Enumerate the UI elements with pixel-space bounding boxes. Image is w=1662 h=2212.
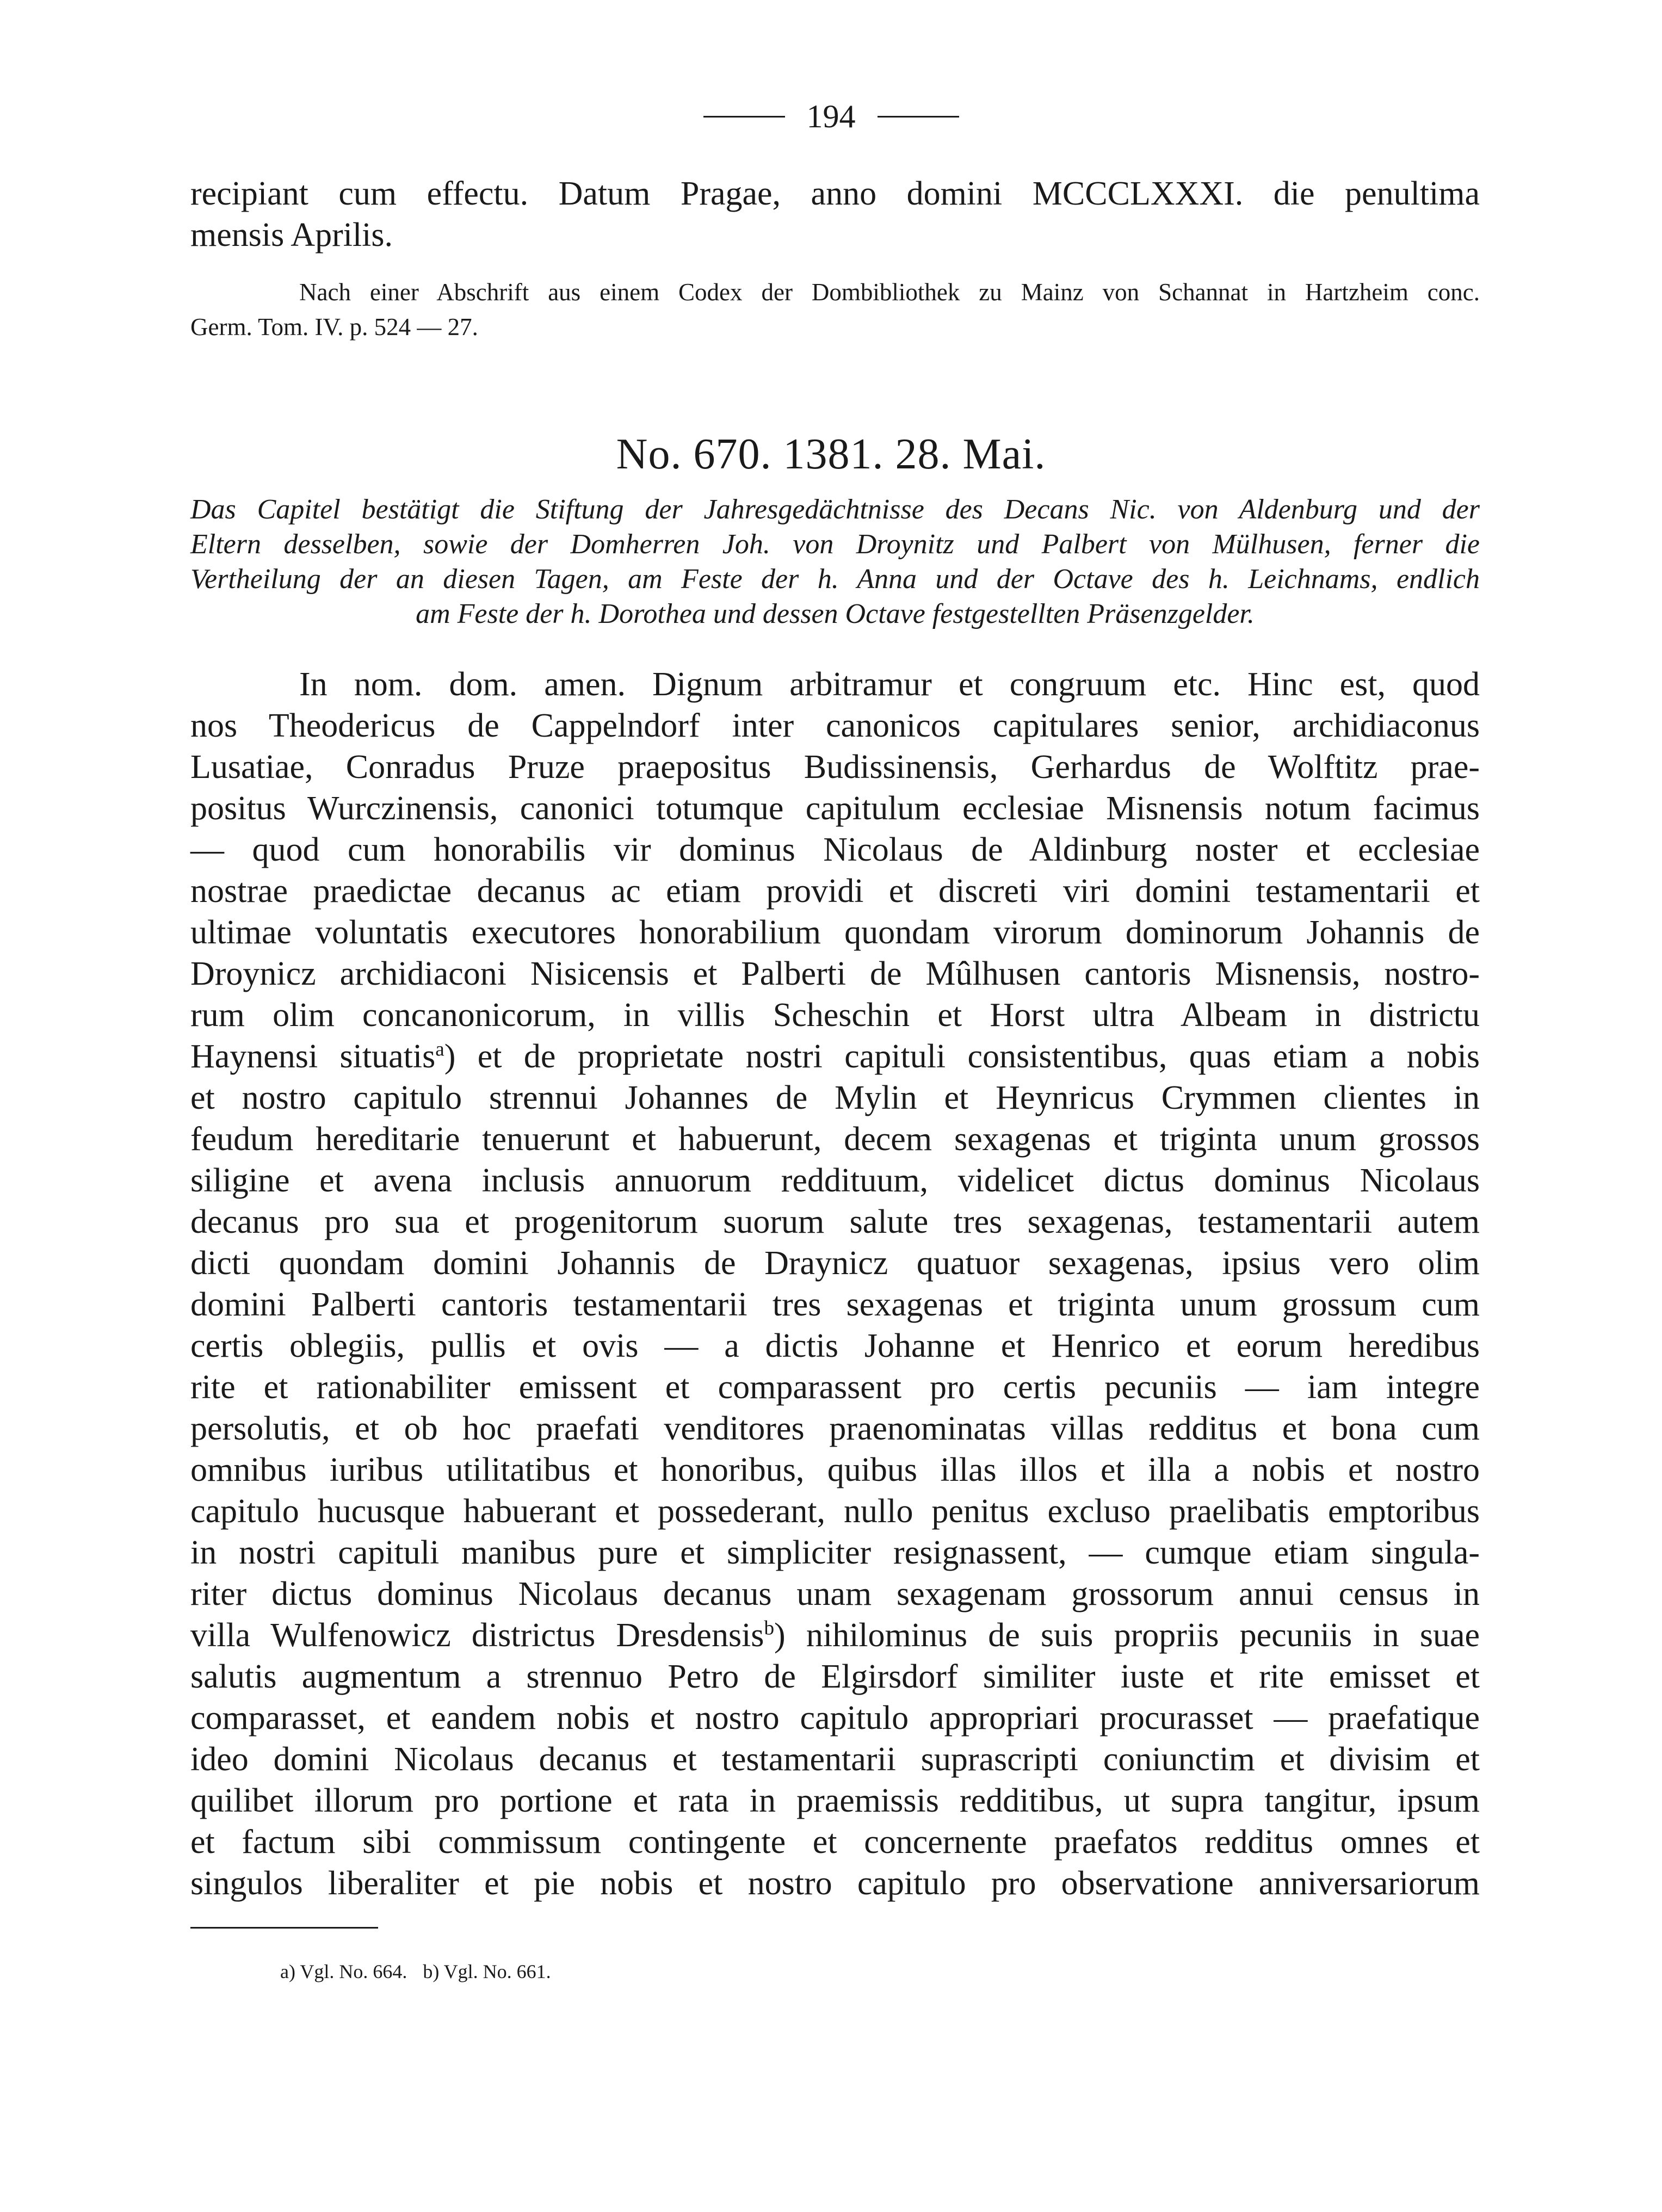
body-line: quilibet illorum pro portione et rata in praemissis redditibus, ut supra tangitur, ipsum [190,1782,1480,1819]
body-line: domini Palberti cantoris testamentarii tres sexagenas et triginta unum grossum cum [190,1286,1480,1323]
body-line-tail: ) et de proprietate nostri capituli consistentibus, quas etiam a nobis [444,1038,1480,1075]
body-line: rum olim concanonicorum, in villis Scheschin et Horst ultra Albeam in districtu [190,997,1480,1034]
document-title: No. 670. 1381. 28. Mai. [616,430,1046,478]
source-note [190,275,1480,344]
body-line: in nostri capituli manibus pure et simpliciter resignassent, — cumque etiam singula- [190,1534,1480,1571]
body-line-footnote-b [190,1615,1480,1656]
body-line: certis oblegiis, pullis et ovis — a dictis Johanne et Henrico et eorum heredibus [190,1327,1480,1364]
body-line: positus Wurczinensis, canonici totumque capitulum ecclesiae Misnensis notum facimus [190,790,1480,827]
footnote-rule [190,1927,378,1929]
regest-line: Eltern desselben, sowie der Domherren Joh. von Droynitz und Palbert von Mülhusen, ferner die [190,529,1480,560]
body-line: dicti quondam domini Johannis de Draynicz quatuor sexagenas, ipsius vero olim [190,1245,1480,1282]
body-line: salutis augmentum a strennuo Petro de Elgirsdorf similiter iuste et rite emisset et [190,1658,1480,1695]
footnote-marker-b: b [764,1617,775,1640]
source-line: Germ. Tom. IV. p. 524 — 27. [190,313,478,341]
body-line: riter dictus dominus Nicolaus decanus unam sexagenam grossorum annui census in [190,1575,1480,1612]
body-line: comparasset, et eandem nobis et nostro capitulo appropriari procurasset — praefatique [190,1700,1480,1737]
body-line: singulos liberaliter et pie nobis et nostro capitulo pro observatione anniversariorum [190,1865,1480,1902]
body-line: capitulo hucusque habuerant et possederant, nullo penitus excluso praelibatis emptoribus [190,1493,1480,1530]
header-dash-left [703,116,785,118]
body-line-footnote-a [190,1036,1480,1077]
intro-line: mensis Aprilis. [190,217,393,254]
page-header [0,97,1662,133]
regest-line: Das Capitel bestätigt die Stiftung der Jahresgedächtnisse des Decans Nic. von Aldenburg und der [190,494,1480,525]
page-number: 194 [806,98,856,135]
body-line: In nom. dom. amen. Dignum arbitramur et congruum etc. Hinc est, quod [299,666,1480,703]
document-body [190,664,1480,1904]
regest-line: Vertheilung der an diesen Tagen, am Feste der h. Anna und der Octave des h. Leichnams, endlich [190,564,1480,595]
body-line-head: villa Wulfenowicz districtus Dresdensis [190,1617,764,1654]
source-line: Nach einer Abschrift aus einem Codex der Dombibliothek zu Mainz von Schannat in Hartzheim conc. [299,279,1480,306]
body-line: omnibus iuribus utilitatibus et honoribus, quibus illas illos et illa a nobis et nostro [190,1451,1480,1488]
body-line: et factum sibi commissum contingente et concernente praefatos redditus omnes et [190,1824,1480,1861]
body-line: decanus pro sua et progenitorum suorum salute tres sexagenas, testamentarii autem [190,1203,1480,1240]
intro-paragraph [190,173,1480,256]
footnote-marker-a: a [435,1038,444,1061]
footnotes [280,1960,562,1984]
body-line: siligine et avena inclusis annuorum reddituum, videlicet dictus dominus Nicolaus [190,1162,1480,1199]
body-line: persolutis, et ob hoc praefati venditores praenominatas villas redditus et bona cum [190,1410,1480,1447]
header-dash-right [878,116,959,118]
regest-summary [190,492,1480,632]
body-line: ultimae voluntatis executores honorabilium quondam virorum dominorum Johannis de [190,914,1480,951]
body-line: Droynicz archidiaconi Nisicensis et Palberti de Mûlhusen cantoris Misnensis, nostro- [190,955,1480,992]
footnote-b: b) Vgl. No. 661. [423,1961,551,1982]
body-line: — quod cum honorabilis vir dominus Nicolaus de Aldinburg noster et ecclesiae [190,831,1480,868]
body-line: rite et rationabiliter emissent et comparassent pro certis pecuniis — iam integre [190,1369,1480,1406]
body-line-tail: ) nihilominus de suis propriis pecuniis in suae [774,1617,1480,1654]
regest-line: am Feste der h. Dorothea und dessen Octave festgestellten Präsenzgelder. [416,598,1255,629]
body-line: et nostro capitulo strennui Johannes de Mylin et Heynricus Crymmen clientes in [190,1079,1480,1116]
body-line: Lusatiae, Conradus Pruze praepositus Budissinensis, Gerhardus de Wolftitz prae- [190,749,1480,786]
body-line-head: Haynensi situatis [190,1038,436,1075]
intro-line: recipiant cum effectu. Datum Pragae, anno domini MCCCLXXXI. die penultima [190,175,1480,212]
body-line: ideo domini Nicolaus decanus et testamentarii suprascripti coniunctim et divisim et [190,1741,1480,1778]
footnote-a: a) Vgl. No. 664. [280,1961,407,1982]
body-line: feudum hereditarie tenuerunt et habuerunt, decem sexagenas et triginta unum grossos [190,1121,1480,1158]
body-line: nostrae praedictae decanus ac etiam providi et discreti viri domini testamentarii et [190,873,1480,910]
body-line: nos Theodericus de Cappelndorf inter canonicos capitulares senior, archidiaconus [190,707,1480,744]
